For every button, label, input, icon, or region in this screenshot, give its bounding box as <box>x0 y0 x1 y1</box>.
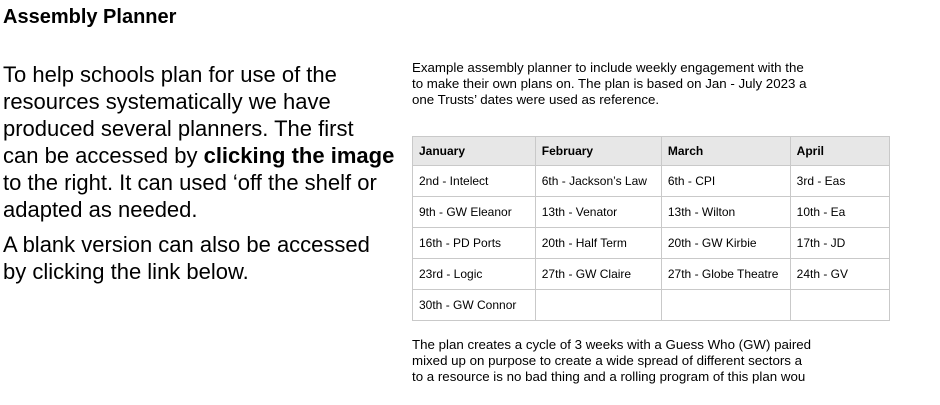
table-header-row <box>413 137 890 166</box>
table-cell: 27th - GW Claire <box>535 259 661 290</box>
column-header: March <box>661 137 790 166</box>
preview-intro-line: one Trusts’ dates were used as reference. <box>412 92 660 107</box>
table-cell: 20th - Half Term <box>535 228 661 259</box>
table-cell: 24th - GV <box>790 259 889 290</box>
page-title: Assembly Planner <box>3 6 177 28</box>
intro-p1-text-end: to the right. It can used ‘off the shelf or adapted as needed. <box>3 170 377 222</box>
intro-p1-bold: clicking the image <box>203 143 395 168</box>
table-cell: 13th - Wilton <box>661 197 790 228</box>
column-header: January <box>413 137 536 166</box>
preview-intro-line: Example assembly planner to include weekly engagement with the <box>412 60 804 75</box>
column-header: February <box>535 137 661 166</box>
table-cell: 27th - Globe Theatre <box>661 259 790 290</box>
table-cell: 3rd - Eas <box>790 166 889 197</box>
preview-intro-text <box>412 60 806 108</box>
preview-intro-line: to make their own plans on. The plan is based on Jan - July 2023 a <box>412 76 807 91</box>
table-cell: 30th - GW Connor <box>413 290 536 321</box>
table-row <box>413 197 890 228</box>
planner-table <box>412 136 890 321</box>
table-cell: 6th - CPI <box>661 166 790 197</box>
column-header: April <box>790 137 889 166</box>
intro-p1-text: To help schools plan for use of the resources systematically we have produced several planners. The first can be accessed by <box>3 62 354 168</box>
table-row <box>413 166 890 197</box>
table-row <box>413 259 890 290</box>
planner-preview-image[interactable] <box>412 60 890 405</box>
preview-summary-text <box>412 337 811 385</box>
preview-summary-line: The plan creates a cycle of 3 weeks with a Guess Who (GW) paired <box>412 337 812 352</box>
table-cell <box>790 290 889 321</box>
table-cell: 23rd - Logic <box>413 259 536 290</box>
table-cell: 20th - GW Kirbie <box>661 228 790 259</box>
table-cell: 10th - Ea <box>790 197 889 228</box>
intro-text <box>3 61 395 293</box>
preview-summary-line: to a resource is no bad thing and a rolling program of this plan wou <box>412 369 806 384</box>
table-cell <box>535 290 661 321</box>
table-row <box>413 290 890 321</box>
table-cell: 9th - GW Eleanor <box>413 197 536 228</box>
table-cell: 13th - Venator <box>535 197 661 228</box>
intro-paragraph-2: A blank version can also be accessed by clicking the link below. <box>3 232 370 284</box>
table-cell: 17th - JD <box>790 228 889 259</box>
table-cell <box>661 290 790 321</box>
table-cell: 6th - Jackson’s Law <box>535 166 661 197</box>
table-cell: 2nd - Intelect <box>413 166 536 197</box>
table-row <box>413 228 890 259</box>
table-cell: 16th - PD Ports <box>413 228 536 259</box>
preview-summary-line: mixed up on purpose to create a wide spread of different sectors a <box>412 353 803 368</box>
intro-paragraph-1 <box>3 61 395 223</box>
